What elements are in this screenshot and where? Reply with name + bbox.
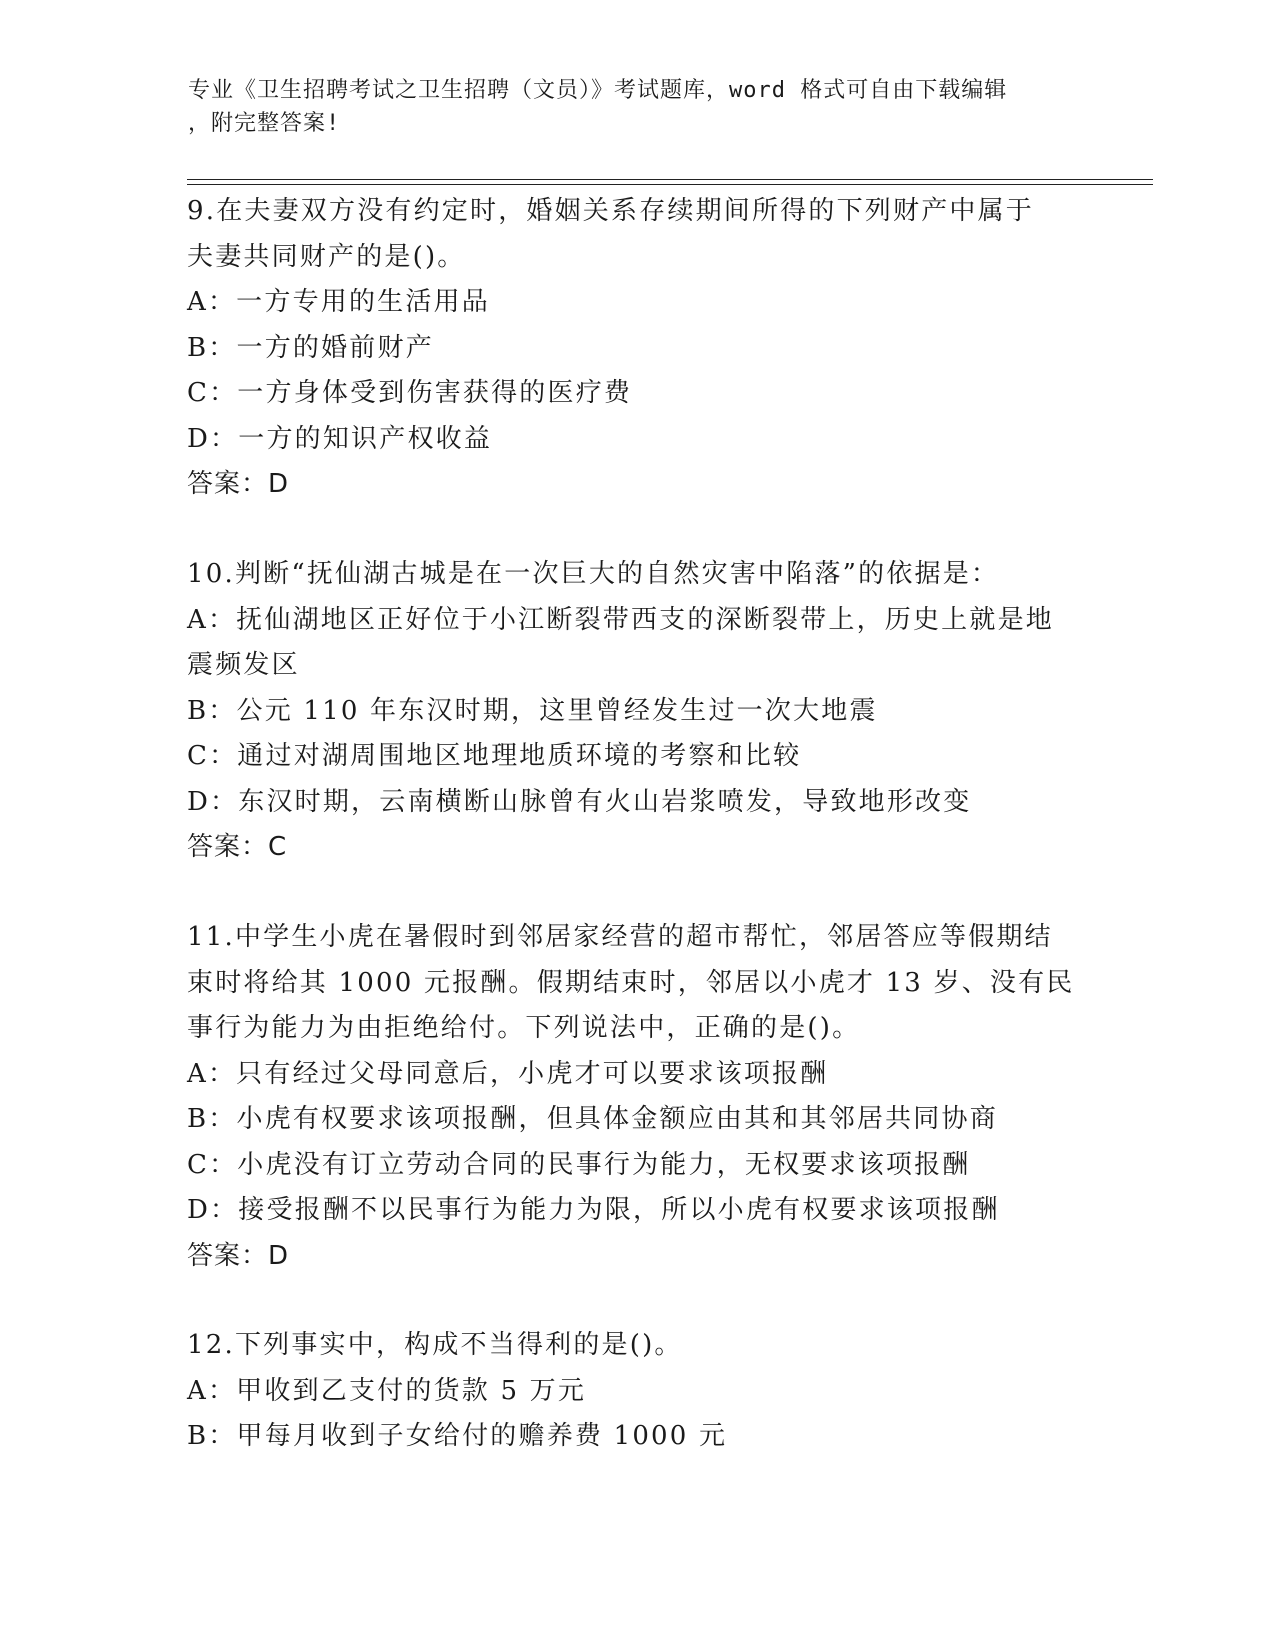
option-b: B：公元 110 年东汉时期，这里曾经发生过一次大地震 bbox=[187, 695, 878, 726]
option-b: B：甲每月收到子女给付的赡养费 1000 元 bbox=[187, 1421, 728, 1451]
option-d: D：一方的知识产权收益 bbox=[187, 423, 493, 454]
option-c: C：通过对湖周围地区地理地质环境的考察和比较 bbox=[187, 741, 802, 771]
header-line-2: ，附完整答案! bbox=[188, 111, 341, 136]
option-a-continued: 震频发区 bbox=[187, 650, 300, 680]
option-b: B：小虎有权要求该项报酬，但具体金额应由其和其邻居共同协商 bbox=[187, 1104, 998, 1134]
question-stem-line: 事行为能力为由拒绝给付。下列说法中，正确的是()。 bbox=[187, 1013, 861, 1043]
header-divider-top bbox=[187, 179, 1153, 180]
option-c: C：小虎没有订立劳动合同的民事行为能力，无权要求该项报酬 bbox=[187, 1149, 971, 1180]
option-a: A：甲收到乙支付的货款 5 万元 bbox=[187, 1375, 587, 1406]
answer-line: 答案：D bbox=[187, 469, 290, 499]
document-header bbox=[188, 74, 1078, 140]
question-9 bbox=[187, 189, 1087, 508]
option-a: A：抚仙湖地区正好位于小江断裂带西支的深断裂带上，历史上就是地 bbox=[187, 604, 1054, 635]
option-a: A：一方专用的生活用品 bbox=[187, 287, 490, 317]
question-11 bbox=[187, 915, 1087, 1279]
question-stem-line: 9.在夫妻双方没有约定时，婚姻关系存续期间所得的下列财产中属于 bbox=[187, 196, 1035, 226]
answer-line: 答案：C bbox=[187, 832, 288, 862]
option-c: C：一方身体受到伤害获得的医疗费 bbox=[187, 378, 633, 408]
question-stem-line: 夫妻共同财产的是()。 bbox=[187, 241, 466, 272]
question-10 bbox=[187, 552, 1087, 871]
option-d: D：接受报酬不以民事行为能力为限，所以小虎有权要求该项报酬 bbox=[187, 1195, 1000, 1225]
option-d: D：东汉时期，云南横断山脉曾有火山岩浆喷发，导致地形改变 bbox=[187, 786, 972, 817]
option-a: A：只有经过父母同意后，小虎才可以要求该项报酬 bbox=[187, 1058, 829, 1089]
question-stem-line: 11.中学生小虎在暑假时到邻居家经营的超市帮忙，邻居答应等假期结 bbox=[187, 922, 1053, 952]
question-stem-line: 束时将给其 1000 元报酬。假期结束时，邻居以小虎才 13 岁、没有民 bbox=[187, 967, 1075, 998]
question-stem-line: 12.下列事实中，构成不当得利的是()。 bbox=[187, 1330, 683, 1360]
header-line-1: 专业《卫生招聘考试之卫生招聘（文员）》考试题库，word 格式可自由下载编辑 bbox=[188, 78, 1008, 103]
question-stem-line: 10.判断“抚仙湖古城是在一次巨大的自然灾害中陷落”的依据是： bbox=[187, 559, 1000, 589]
answer-line: 答案：D bbox=[187, 1240, 290, 1271]
option-b: B：一方的婚前财产 bbox=[187, 332, 434, 363]
header-divider-bottom bbox=[187, 184, 1153, 185]
question-12 bbox=[187, 1323, 1087, 1460]
